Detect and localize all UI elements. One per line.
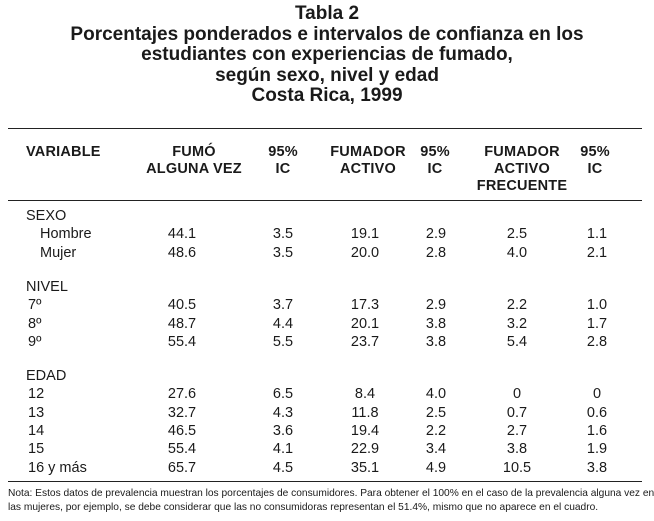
frecuente-value: 4.0	[506, 244, 528, 261]
fumador-activo-value: 11.8	[351, 404, 379, 421]
ic3-value: 1.9	[586, 441, 608, 458]
ic2-value: 2.8	[425, 244, 447, 261]
frecuente-value: 2.2	[506, 297, 528, 314]
row-label: 8º	[28, 315, 42, 332]
fumador-activo-value: 23.7	[350, 333, 380, 350]
ic3-value: 3.8	[586, 459, 608, 476]
header-fumador-activo	[318, 144, 418, 178]
ic2-value: 2.9	[425, 297, 447, 314]
fumo-value: 55.4	[167, 333, 197, 350]
header-variable	[26, 144, 136, 161]
ic3-value: 1.6	[586, 422, 608, 439]
fumo-value: 46.5	[167, 422, 197, 439]
header-top-rule	[8, 128, 642, 129]
ic3-value: 0.6	[586, 404, 608, 421]
frecuente-value: 5.4	[506, 333, 528, 350]
ic1-value: 4.4	[272, 315, 294, 332]
note-line: las mujeres, por ejemplo, se debe considerar que las no consumidoras representan el 51.4%, mismo que no aparece en el cuadro.	[8, 502, 599, 513]
frecuente-value: 3.8	[506, 441, 528, 458]
frecuente-value: 0.7	[506, 404, 528, 421]
ic1-value: 3.6	[272, 422, 294, 439]
section-heading-nivel: NIVEL	[26, 279, 68, 295]
fumo-value: 55.4	[167, 441, 197, 458]
ic1-value: 6.5	[272, 386, 294, 403]
fumo-value: 32.7	[167, 404, 197, 421]
frecuente-value: 2.7	[506, 422, 528, 439]
fumador-activo-value: 17.3	[350, 297, 380, 314]
fumador-activo-value: 8.4	[354, 386, 376, 403]
row-label: 12	[28, 386, 45, 403]
row-label: 14	[28, 422, 45, 439]
ic1-value: 4.1	[272, 441, 294, 458]
ic2-value: 3.8	[425, 333, 447, 350]
ic1-value: 4.3	[272, 404, 294, 421]
row-label: 7º	[28, 297, 42, 314]
table-number: Tabla 2	[294, 3, 360, 24]
section-heading-edad: EDAD	[26, 368, 67, 384]
note-line: Nota: Estos datos de prevalencia muestran los porcentajes de consumidores. Para obtener el 100% en el caso de la prevalencia alguna vez en	[8, 488, 654, 499]
ic2-value: 3.4	[425, 441, 447, 458]
ic3-value: 2.8	[586, 333, 608, 350]
title-line: estudiantes con experiencias de fumado,	[141, 44, 513, 65]
table-bottom-rule	[8, 481, 642, 482]
frecuente-value: 2.5	[506, 226, 528, 243]
fumo-value: 44.1	[167, 226, 197, 243]
ic2-value: 2.2	[425, 422, 447, 439]
header-fumador-activo-frecuente-line: ACTIVO	[494, 161, 550, 177]
fumador-activo-value: 20.0	[350, 244, 380, 261]
fumo-value: 27.6	[167, 386, 197, 403]
ic1-value: 3.5	[272, 226, 294, 243]
ic2-value: 4.0	[425, 386, 447, 403]
header-bottom-rule	[8, 200, 642, 201]
header-fumador-activo-frecuente	[462, 144, 582, 195]
header-fumo-alguna-vez	[134, 144, 254, 178]
ic2-value: 2.5	[425, 404, 447, 421]
header-fumador-activo-frecuente-line: FRECUENTE	[476, 178, 568, 194]
frecuente-value: 0	[512, 386, 522, 403]
fumo-value: 48.7	[167, 315, 197, 332]
header-ic-1	[258, 144, 308, 178]
table-title	[0, 4, 654, 107]
fumo-value: 40.5	[167, 297, 197, 314]
header-ic-1-line: IC	[275, 161, 291, 177]
frecuente-value: 10.5	[502, 459, 532, 476]
ic1-value: 5.5	[272, 333, 294, 350]
header-ic-2	[410, 144, 460, 178]
row-label: 16 y más	[28, 459, 87, 476]
title-line: Costa Rica, 1999	[251, 85, 403, 106]
ic1-value: 4.5	[272, 459, 294, 476]
header-ic-3	[570, 144, 620, 178]
title-line: según sexo, nivel y edad	[215, 64, 439, 86]
header-fumador-activo-line: ACTIVO	[340, 161, 396, 177]
ic3-value: 1.0	[586, 297, 608, 314]
row-label: 13	[28, 404, 45, 421]
header-variable-line: VARIABLE	[26, 144, 101, 160]
section-heading-sexo: SEXO	[26, 208, 67, 224]
row-label: Hombre	[40, 226, 92, 243]
header-ic-3-line: 95%	[580, 144, 610, 160]
header-ic-2-line: 95%	[420, 144, 450, 160]
header-ic-3-line: IC	[587, 161, 603, 177]
fumo-value: 65.7	[167, 459, 197, 476]
header-ic-2-line: IC	[427, 161, 443, 177]
ic1-value: 3.7	[272, 297, 294, 314]
header-fumo-alguna-vez-line: FUMÓ	[172, 144, 216, 160]
frecuente-value: 3.2	[506, 315, 528, 332]
table-note	[8, 487, 654, 515]
fumador-activo-value: 19.4	[350, 422, 380, 439]
fumador-activo-value: 22.9	[350, 441, 380, 458]
ic3-value: 1.1	[586, 226, 608, 243]
header-fumador-activo-frecuente-line: FUMADOR	[484, 144, 560, 160]
fumador-activo-value: 19.1	[350, 226, 380, 243]
fumo-value: 48.6	[167, 244, 197, 261]
row-label: 9º	[28, 333, 42, 350]
ic3-value: 2.1	[586, 244, 608, 261]
row-label: 15	[28, 441, 45, 458]
ic2-value: 2.9	[425, 226, 447, 243]
ic1-value: 3.5	[272, 244, 294, 261]
row-label: Mujer	[40, 244, 77, 261]
header-fumador-activo-line: FUMADOR	[330, 144, 406, 160]
fumador-activo-value: 20.1	[350, 315, 380, 332]
ic2-value: 3.8	[425, 315, 447, 332]
ic2-value: 4.9	[425, 459, 447, 476]
title-line: Porcentajes ponderados e intervalos de confianza en los	[70, 23, 584, 45]
header-fumo-alguna-vez-line: ALGUNA VEZ	[146, 161, 242, 177]
ic3-value: 1.7	[586, 315, 608, 332]
header-ic-1-line: 95%	[268, 144, 298, 160]
fumador-activo-value: 35.1	[350, 459, 380, 476]
ic3-value: 0	[592, 386, 602, 403]
